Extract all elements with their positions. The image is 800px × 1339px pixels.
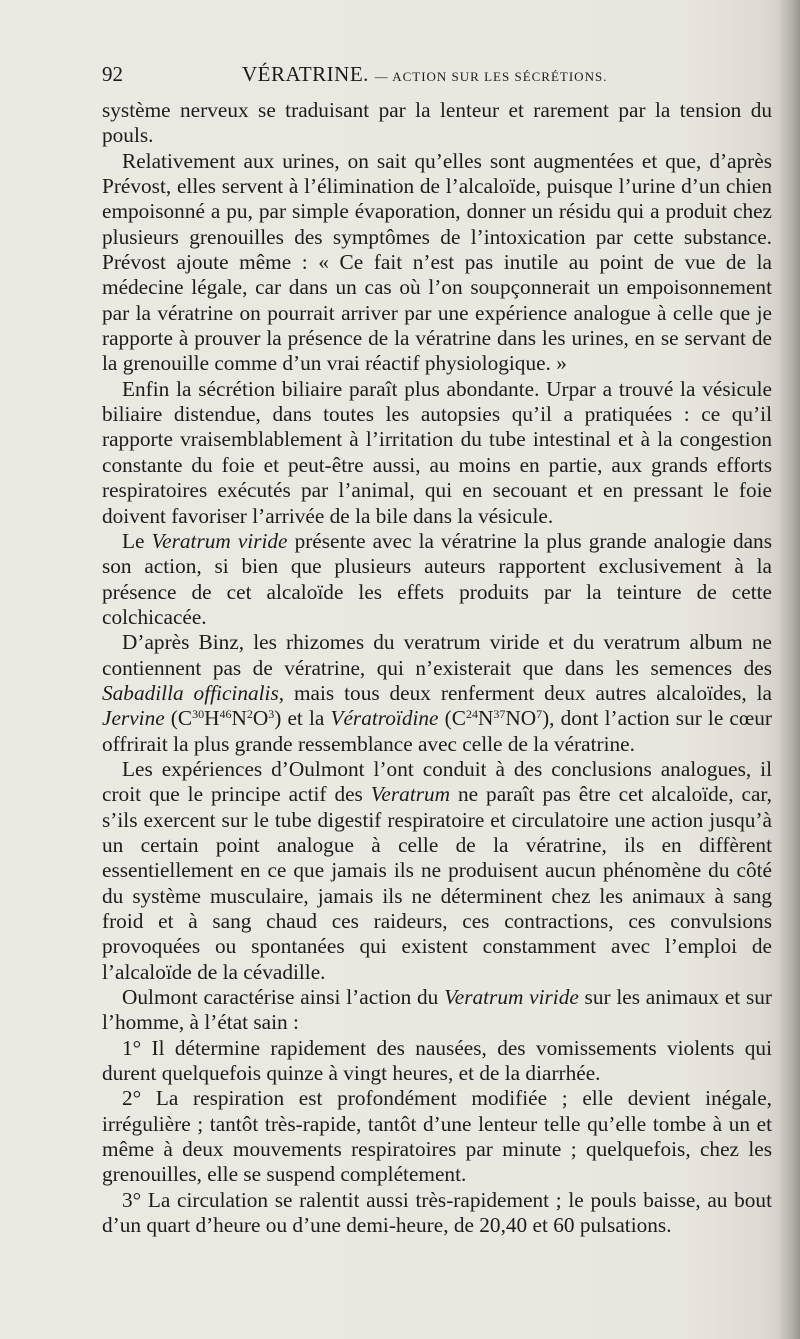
text-run: D’après Binz, les rhizomes du veratrum viride et du veratrum album ne contiennent pas de vératrine, qui n’existerait que dans les semences des	[102, 630, 772, 680]
italic-term: Vératroïdine	[330, 706, 439, 731]
paragraph-p6	[102, 757, 772, 985]
text-run: O	[252, 706, 269, 731]
text-run: système nerveux se traduisant par la lenteur et rarement par la tension du pouls.	[102, 98, 772, 148]
italic-term: Veratrum viride	[151, 528, 288, 553]
paragraph-p2	[102, 149, 772, 377]
text-run: ne paraît pas être cet alcaloïde, car, s’ils exercent sur le tube digestif respiratoire et circulatoire une action jusqu’à un certain point analogue à celle de la vératrine, ils en diffèrent essentiellement en ce que jamais ils ne produisent aucun phénomène du côté du système musculaire, jamais ils ne déterminent chez les animaux à sang froid et à sang chaud ces raideurs, ces contractions, ces convulsions provoquées ou spontanées qui existent constamment avec l’emploi de l’alcaloïde de la cévadille.	[102, 782, 772, 984]
text-run: N	[477, 706, 494, 731]
running-title-sub: — ACTION SUR LES SÉCRÉTIONS.	[374, 69, 608, 84]
text-run: (C	[438, 706, 466, 731]
paragraph-p4	[102, 529, 772, 630]
text-run: Les expériences d’Oulmont l’ont conduit à des conclusions analogues, il croit que le principe actif des	[102, 756, 772, 807]
paragraph-p7	[102, 985, 772, 1036]
text-run: Relativement aux urines, on sait qu’elles sont augmentées et que, d’après Prévost, elles servent à l’élimination de l’alcaloïde, puisque l’urine d’un chien empoisonné a pu, par simple évaporation, donner un résidu qui a produit chez plusieurs grenouilles des symptômes de l’intoxication par cette substance. Prévost ajoute même : « Ce fait n’est pas inutile au point de vue de la médecine légale, car dans un cas où l’on soupçonnerait un empoisonnement par la vératrine on pourrait arriver par une expérience analogue à celle que je rapporte à prouver la présence de la vératrine dans les urines, en se servant de la grenouille comme d’un vrai réactif physiologique. »	[102, 148, 772, 376]
text-run: sur les animaux et sur l’homme, à l’état sain :	[102, 985, 772, 1035]
italic-term: Jervine	[102, 706, 165, 731]
superscript: 7	[536, 707, 543, 722]
text-run: présente avec la vératrine la plus grande analogie dans son action, si bien que plusieurs auteurs rapportent exclusivement à la présence de cet alcaloïde les effets produits par la teinture de cette colchicacée.	[102, 528, 772, 629]
text-run: Enfin la sécrétion biliaire paraît plus abondante. Urpar a trouvé la vésicule biliaire distendue, dans toutes les autopsies qu’il a pratiquées : ce qu’il rapporte vraisemblablement à l’irritation du tube intestinal et à la congestion constante du foie et peut-être aussi, au moins en partie, aux grands efforts respiratoires exécutés par l’animal, qui en secouant et en pressant le foie doivent favoriser l’arrivée de la bile dans la vésicule.	[102, 376, 772, 528]
italic-term: Veratrum viride	[444, 985, 579, 1010]
text-run: N	[231, 706, 247, 731]
page-number: 92	[102, 62, 123, 86]
page-edge-shadow	[778, 0, 800, 1339]
text-run: , mais tous deux renferment deux autres alcaloïdes, la	[278, 680, 772, 705]
text-run: 2° La respiration est profondément modifiée ; elle devient inégale, irrégulière ; tantôt très-rapide, tantôt d’une lenteur telle qu’elle tombe à un et même à deux mouvements respiratoires par minute ; quelquefois, chez les grenouilles, elle se suspend complétement.	[102, 1086, 772, 1187]
superscript: 2	[246, 707, 253, 722]
superscript: 30	[192, 707, 205, 722]
text-run: Le	[122, 528, 152, 553]
superscript: 37	[493, 707, 506, 722]
superscript: 3	[268, 707, 275, 722]
text-run: (C	[164, 706, 193, 731]
italic-term: Veratrum	[370, 782, 451, 807]
paragraph-p3	[102, 377, 772, 529]
paragraph-p1	[102, 98, 772, 149]
text-run: H	[204, 706, 220, 731]
text-run: ) et la	[274, 706, 331, 731]
running-title	[242, 62, 607, 87]
text-run: 3° La circulation se ralentit aussi très-rapidement ; le pouls baisse, au bout d’un quart d’heure ou d’une demi-heure, de 20,40 et 60 pulsations.	[102, 1187, 772, 1238]
running-title-main: VÉRATRINE.	[242, 62, 369, 86]
text-run: NO	[505, 706, 537, 731]
paragraph-p9	[102, 1086, 772, 1187]
text-run: Oulmont caractérise ainsi l’action du	[122, 985, 445, 1010]
paragraph-p5	[102, 630, 772, 757]
superscript: 46	[219, 707, 232, 722]
text-run: 1° Il détermine rapidement des nausées, des vomissements violents qui durent quelquefois quinze à vingt heures, et de la diarrhée.	[102, 1035, 772, 1086]
page-body-text	[102, 98, 772, 1238]
text-run: ), dont l’action sur le cœur offrirait la plus grande ressemblance avec celle de la vératrine.	[102, 706, 772, 756]
paragraph-p8	[102, 1036, 772, 1087]
paragraph-p10	[102, 1188, 772, 1239]
page-header	[102, 62, 772, 88]
superscript: 24	[465, 707, 478, 722]
italic-term: Sabadilla officinalis	[102, 680, 279, 705]
